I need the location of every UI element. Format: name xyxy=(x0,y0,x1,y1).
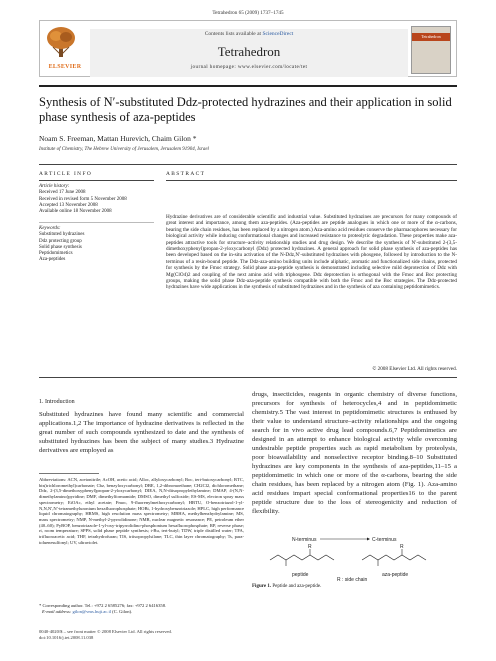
intro-right-paragraph: drugs, insecticides, reagents in organic chemistry of diverse functions, precursors for synthesis of heterocycles,4 and in peptidomimetic chemistry.5 The vast interest in peptidomimetic structures is enthused by their value to understand structure–activity relationships and the ongoing search for in vivo active drug lead compounds.6,7 Peptidomimetics are designed in an attempt to enhance biological activity while overcoming undesirable peptide properties such as rapid metabolism by proteolysis, poor bioavailability and nonselective receptor binding.8–10 Substituted hydrazines are key components in the synthesis of aza-peptides,11–15 a peptidomimetic in which one or more of the α-carbons, bearing the side chain residues, has been replaced by a nitrogen atom (Fig. 1). Aza-amino acid residues impart special conformational properties16 to the parent peptide structure due to the loss of stereogenicity and reduction of flexibility. xyxy=(252,391,457,515)
info-divider xyxy=(39,180,154,181)
c-terminus-label: C-terminus xyxy=(372,537,397,543)
author-email-link[interactable]: gilon@vms.huji.ac.il xyxy=(72,609,112,614)
sciencedirect-link[interactable]: ScienceDirect xyxy=(262,31,294,37)
history-label: Article history: xyxy=(39,184,70,189)
journal-banner xyxy=(39,20,457,77)
keywords-list xyxy=(39,226,159,264)
journal-homepage[interactable]: journal homepage: www.elsevier.com/locate/tet xyxy=(190,64,308,70)
doi-line[interactable]: doi:10.1016/j.tet.2008.11.038 xyxy=(39,634,94,640)
introduction-heading: 1. Introduction xyxy=(39,399,75,405)
abstract-text: Hydrazine derivatives are of considerable scientific and industrial value. Substituted hydrazines are precursors for many compounds of great interest and importance, among them aza-peptides. (Aza-peptides are peptide analogues in which one or more of the α-carbons, bearing the side chain residues, has been replaced by a nitrogen atom.) Aza-amino acid residues conserve the pharmacophores necessary for biological activity while inducing conformational changes and increased resistance to proteolytic degradation. These properties make aza-peptides attractive tools for structure–activity relationship studies and drug design. We describe the synthesis of N′-substituted 2-(3,5-dimethoxyphenyl)propan-2-yloxycarbonyl (Ddz) protected hydrazines. A general approach for solid phase synthesis of aza-peptides has been developed based on the in-situ activation of the N-Ddz,N′-substituted hydrazines with phosgene, followed by introduction to the N-terminus of a resin-bound peptide. The Ddz-aza-amino building units include aliphatic, aromatic and functionalized side chains, protected for synthesis by the Fmoc strategy. Solid phase aza-peptide synthesis is demonstrated including selective mild deprotection of Ddz with Mg(ClO4)2 and coupling of the next amino acid with triphosgene. Ddz deprotection is orthogonal with the Fmoc and Boc protecting groups, making the solid phase Ddz-aza-peptide synthesis compatible with both the Fmoc and the Boc strategies. The Ddz-protected hydrazines have wide applications in the synthesis of substituted hydrazines and in the synthesis of aza containing peptidomimetics. xyxy=(166,214,457,291)
abbreviations-footnote: Abbreviations: ACN, acetonitrile; AcOH, acetic acid; Alloc, allyloxycarbonyl; Boc, tert-butoxycarbonyl; BTC, bis(trichloromethyl)carbonate; Cbz, benzyloxycarbonyl; DBE, 1,2-dibromoethane; CH2Cl2, dichloromethane; Ddz, 2-(3,5-dimethoxyphenyl)propan-2-yloxycarbonyl; DIEA, N,N-diisopropylethylamine; DMAP, 4-(N,N-dimethylamino)pyridine; DMF, dimethylformamide; DMSO, dimethyl sulfoxide; ES-MS, electron spray mass spectrometry; EtOAc, ethyl acetate; Fmoc, 9-fluorenylmethoxycarbonyl; HBTU, O-benzotriazol-1-yl-N,N,N′,N′-tetramethyluronium hexafluorophosphate; HOBt, 1-hydroxybenzotriazole; HPLC, high performance liquid chromatography; HRMS, high resolution mass spectrometry; MBHA, methylbenzhydrylamine; MS, mass spectrometry; NMP, N-methyl-2-pyrrolidinone; NMR, nuclear magnetic resonance; PE, petroleum ether (40–60); PyBOP, benzotriazole-1-yl-oxy-tripyrrolidino-phosphonium hexafluorophosphate; RP, reverse phase; rt, room temperature; SPPS, solid phase peptide synthesis; t-Bu, tert-butyl; TDW, triple distilled water; TFA, trifluoroacetic acid; THF, tetrahydrofuran; TIS, triisopropylsilane; TLC, thin layer chromatography; Ts, para-toluenesulfonyl; UV, ultraviolet. xyxy=(39,477,244,545)
aza-r-label: R xyxy=(400,544,404,550)
peptide-label: peptide xyxy=(292,572,309,578)
abstract-divider xyxy=(166,180,457,181)
history-received: Received 17 June 2008 xyxy=(39,190,86,196)
intro-left-paragraph: Substituted hydrazines have found many scientific and commercial applications.1,2 The importance of hydrazine derivatives is reflected in the great number of such compounds synthesized to date and the synthesis of substituted hydrazines has been the subject of many studies.3 Hydrazine derivatives are employed as xyxy=(39,411,244,454)
journal-cover-thumbnail xyxy=(411,26,451,74)
arrow-head-icon xyxy=(367,538,370,541)
journal-citation: Tetrahedron 65 (2009) 1737–1745 xyxy=(212,10,284,16)
history-accepted: Accepted 13 November 2008 xyxy=(39,202,98,208)
figure-caption-text: Peptide and aza-peptide. xyxy=(271,584,322,589)
article-metadata-footer xyxy=(39,629,172,641)
keyword-item: Ddz protecting group xyxy=(39,238,82,244)
email-suffix: (C. Gilon). xyxy=(111,609,133,614)
side-chain-legend: R : side chain xyxy=(337,577,368,582)
history-online: Available online 18 November 2008 xyxy=(39,209,112,215)
abstract-heading: ABSTRACT xyxy=(166,171,206,177)
publisher-name: ELSEVIER xyxy=(48,64,82,70)
history-revised: Received in revised form 5 November 2008 xyxy=(39,196,127,202)
peptide-backbone xyxy=(270,555,334,560)
article-info-heading: ARTICLE INFO xyxy=(39,171,93,177)
footnote-divider xyxy=(39,473,99,474)
keyword-item: Aza-peptides xyxy=(39,257,66,263)
aza-peptide-label: aza-peptide xyxy=(382,572,409,578)
banner-center xyxy=(90,29,408,77)
article-history xyxy=(39,184,159,215)
keyword-item: Substituted hydrazines xyxy=(39,232,85,238)
issn-line: 0040-4020/$ – see front matter © 2008 Elsevier Ltd. All rights reserved. xyxy=(39,629,172,634)
elsevier-logo xyxy=(44,25,86,70)
contents-line xyxy=(90,31,408,37)
n-terminus-label: N-terminus xyxy=(292,537,317,543)
keywords-label: Keywords: xyxy=(39,226,61,231)
keyword-item: Peptidomimetics xyxy=(39,251,73,257)
email-label: E-mail address: xyxy=(42,609,73,614)
elsevier-tree-icon xyxy=(44,25,78,59)
peptide-r-label: R xyxy=(308,544,312,550)
figure-caption-label: Figure 1. xyxy=(252,584,272,589)
article-affiliation: Institute of Chemistry, The Hebrew University of Jerusalem, Jerusalem 91904, Israel xyxy=(39,147,209,152)
banner-divider xyxy=(39,85,457,87)
article-title: Synthesis of N′-substituted Ddz-protected hydrazines and their application in solid phase synthesis of aza-peptides xyxy=(39,95,452,124)
corresponding-author-note: * Corresponding author. Tel.: +972 2 6585276; fax: +972 2 6416358. xyxy=(39,603,167,608)
keywords-divider xyxy=(39,222,154,223)
contents-prefix: Contents lists available at xyxy=(204,31,263,37)
cover-title: Tetrahedron xyxy=(421,34,441,39)
aza-peptide-backbone xyxy=(362,555,426,560)
article-authors: Noam S. Freeman, Mattan Hurevich, Chaim Gilon * xyxy=(39,134,197,143)
email-note xyxy=(42,609,244,615)
title-divider xyxy=(39,164,457,165)
abstract-end-divider xyxy=(39,377,457,378)
figure-peptide-structures xyxy=(252,534,457,582)
journal-name: Tetrahedron xyxy=(217,44,281,59)
abstract-copyright: © 2008 Elsevier Ltd. All rights reserved. xyxy=(372,366,457,372)
keyword-item: Solid phase synthesis xyxy=(39,244,82,250)
figure-caption xyxy=(252,584,321,589)
